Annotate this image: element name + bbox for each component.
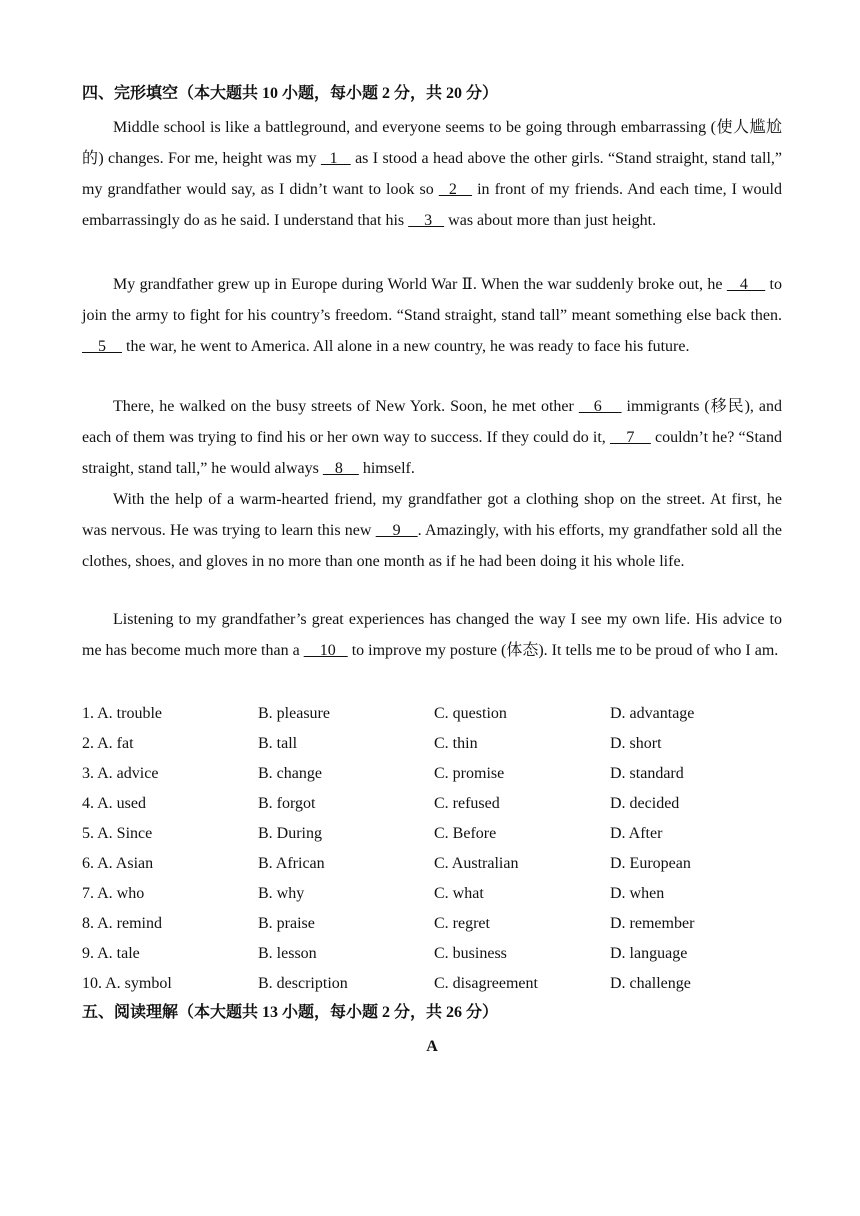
paragraph-text: as I stood a head above the other girls. “Stand straight, stand tall,” my grandfather would say, as I didn’t want to look so — [82, 150, 782, 198]
option-d: D. European — [610, 855, 691, 872]
passage-paragraph-3 — [82, 391, 782, 484]
option-a: 7. A. who — [82, 885, 145, 902]
option-a: 4. A. used — [82, 795, 146, 812]
option-b: B. lesson — [258, 945, 317, 962]
option-d: D. remember — [610, 915, 695, 932]
option-a: 8. A. remind — [82, 915, 162, 932]
paragraph-text: couldn’t he? “Stand straight, stand tall,” he would always — [82, 429, 783, 477]
blank-3: 3 — [408, 212, 445, 229]
option-c: C. disagreement — [434, 975, 538, 992]
section-5-title: 五、阅读理解（本大题共 13 小题，每小题 2 分，共 26 分） — [82, 1004, 499, 1021]
option-a: 10. A. symbol — [82, 975, 172, 992]
passage-paragraph-1 — [82, 112, 782, 236]
blank-7: 7 — [609, 429, 651, 446]
paragraph-text: . Amazingly, with his efforts, my grandfather sold all the clothes, shoes, and gloves in no more than one month as if he had been doing it his whole life. — [82, 522, 783, 570]
option-d: D. when — [610, 885, 665, 902]
paragraph-text: was about more than just height. — [444, 212, 657, 229]
option-b: B. forgot — [258, 795, 316, 812]
option-b: B. During — [258, 825, 322, 842]
blank-10: 10 — [303, 642, 348, 659]
option-row — [82, 969, 782, 999]
option-d: D. After — [610, 825, 663, 842]
option-c: C. regret — [434, 915, 490, 932]
option-d: D. language — [610, 945, 688, 962]
passage-paragraph-5 — [82, 604, 782, 666]
option-b: B. tall — [258, 735, 298, 752]
paragraph-text: in front of my friends. And each time, I would embarrassingly do as he said. I understand that his — [82, 181, 782, 229]
option-d: D. standard — [610, 765, 684, 782]
option-d: D. decided — [610, 795, 680, 812]
option-c: C. Australian — [434, 855, 519, 872]
paragraph-text: Listening to my grandfather’s great experiences has changed the way I see my own life. His advice to me has become much more than a — [82, 611, 782, 659]
option-row — [82, 909, 782, 939]
option-b: B. praise — [258, 915, 315, 932]
option-b: B. pleasure — [258, 705, 330, 722]
option-c: C. refused — [434, 795, 500, 812]
paragraph-text: to join the army to fight for his country’s freedom. “Stand straight, stand tall” meant something else back then. — [82, 276, 783, 324]
option-row — [82, 879, 782, 909]
option-a: 2. A. fat — [82, 735, 134, 752]
option-a: 9. A. tale — [82, 945, 140, 962]
paragraph-text: My grandfather grew up in Europe during World War Ⅱ. When the war suddenly broke out, he — [113, 276, 727, 293]
blank-2: 2 — [438, 181, 473, 198]
blank-6: 6 — [578, 398, 622, 415]
option-d: D. short — [610, 735, 662, 752]
option-c: C. business — [434, 945, 507, 962]
option-row — [82, 939, 782, 969]
blank-4: 4 — [726, 276, 766, 293]
option-row — [82, 729, 782, 759]
option-row — [82, 849, 782, 879]
section-4-title: 四、完形填空（本大题共 10 小题，每小题 2 分，共 20 分） — [82, 85, 499, 102]
passage-paragraph-2 — [82, 269, 782, 362]
blank-5: 5 — [82, 338, 122, 355]
paragraph-text: Middle school is like a battleground, and everyone seems to be going through embarrassing (使人尴尬的) changes. For me, height was my — [82, 119, 782, 167]
reading-part-letter: A — [426, 1038, 438, 1055]
blank-1: 1 — [320, 150, 351, 167]
paragraph-text: himself. — [358, 460, 415, 477]
option-b: B. change — [258, 765, 322, 782]
option-row — [82, 759, 782, 789]
paragraph-text: the war, he went to America. All alone in a new country, he was ready to face his future. — [122, 338, 690, 355]
paragraph-text: With the help of a warm-hearted friend, my grandfather got a clothing shop on the street. At first, he was nervous. He was trying to learn this new — [82, 491, 782, 539]
option-c: C. promise — [434, 765, 505, 782]
paragraph-text: immigrants (移民), and each of them was trying to find his or her own way to success. If they could do it, — [82, 398, 782, 446]
option-c: C. what — [434, 885, 484, 902]
paragraph-text: to improve my posture (体态). It tells me to be proud of who I am. — [347, 642, 779, 659]
blank-8: 8 — [322, 460, 359, 477]
option-b: B. African — [258, 855, 325, 872]
option-a: 6. A. Asian — [82, 855, 154, 872]
option-b: B. description — [258, 975, 348, 992]
passage-paragraph-4 — [82, 484, 782, 577]
option-c: C. thin — [434, 735, 478, 752]
option-c: C. question — [434, 705, 507, 722]
option-row — [82, 699, 782, 729]
option-d: D. advantage — [610, 705, 695, 722]
blank-9: 9 — [375, 522, 418, 539]
option-d: D. challenge — [610, 975, 691, 992]
option-c: C. Before — [434, 825, 497, 842]
option-row — [82, 789, 782, 819]
option-a: 1. A. trouble — [82, 705, 162, 722]
option-b: B. why — [258, 885, 305, 902]
answer-options — [82, 699, 782, 999]
option-a: 3. A. advice — [82, 765, 159, 782]
paragraph-text: There, he walked on the busy streets of New York. Soon, he met other — [113, 398, 579, 415]
option-a: 5. A. Since — [82, 825, 153, 842]
option-row — [82, 819, 782, 849]
